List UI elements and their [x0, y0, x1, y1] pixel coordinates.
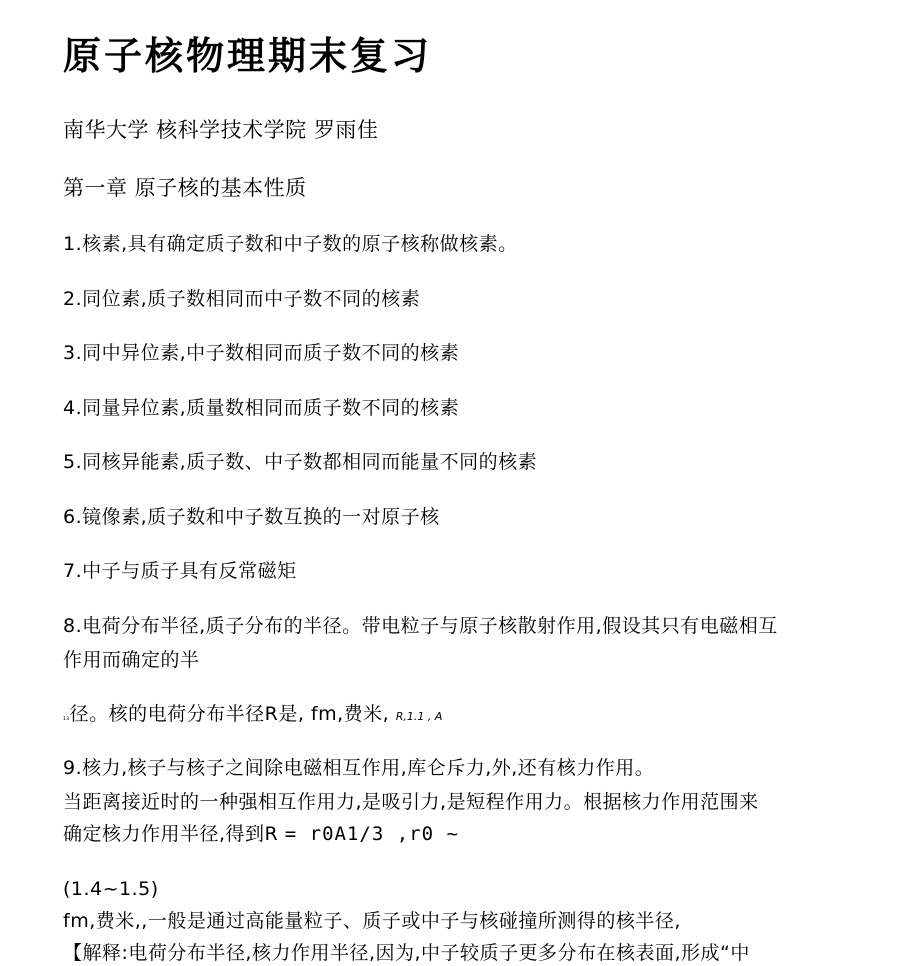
item-8-line-1: 8.电荷分布半径,质子分布的半径。带电粒子与原子核散射作用,假设其只有电磁相互: [63, 615, 778, 637]
item-4: 4.同量异位素,质量数相同而质子数不同的核素: [63, 397, 460, 419]
item-1: 1.核素,具有确定质子数和中子数的原子核称做核素。: [63, 233, 518, 255]
item-9-line-5: fm,费米,,一般是通过高能量粒子、质子或中子与核碰撞所测得的核半径,: [63, 910, 681, 932]
item-8-line-3-text: 径。核的电荷分布半径R是, fm,费米,: [69, 703, 396, 725]
item-8-footnote-mark: ₁₃: [63, 714, 70, 722]
item-3: 3.同中异位素,中子数相同而质子数不同的核素: [63, 342, 460, 364]
item-9-line-3: [63, 822, 459, 846]
author-line: 南华大学 核科学技术学院 罗雨佳: [63, 118, 379, 142]
item-2: 2.同位素,质子数相同而中子数不同的核素: [63, 288, 421, 310]
item-9-line-2: 当距离接近时的一种强相互作用力,是吸引力,是短程作用力。根据核力作用范围来: [63, 791, 759, 813]
item-9-line-6: 【解释:电荷分布半径,核力作用半径,因为,中子较质子更多分布在核表面,形成“中: [63, 942, 750, 964]
chapter-heading: 第一章 原子核的基本性质: [63, 176, 307, 200]
item-6: 6.镜像素,质子数和中子数互换的一对原子核: [63, 506, 440, 528]
item-7: 7.中子与质子具有反常磁矩: [63, 560, 297, 582]
item-9-line-1: 9.核力,核子与核子之间除电磁相互作用,库仑斥力,外,还有核力作用。: [63, 757, 655, 779]
item-8-line-2: 作用而确定的半: [63, 649, 200, 671]
document-title: 原子核物理期末复习: [63, 34, 433, 78]
item-9-line-3-text: 确定核力作用半径,得到R: [63, 823, 285, 845]
item-8-radius-formula: R,1.1 , A: [395, 710, 443, 723]
item-5: 5.同核异能素,质子数、中子数都相同而能量不同的核素: [63, 451, 538, 473]
item-9-radius-formula: = r0A1/3 ,r0 ~: [284, 823, 459, 845]
item-9-line-4: (1.4~1.5): [63, 878, 159, 900]
item-8-line-3: [63, 702, 442, 730]
